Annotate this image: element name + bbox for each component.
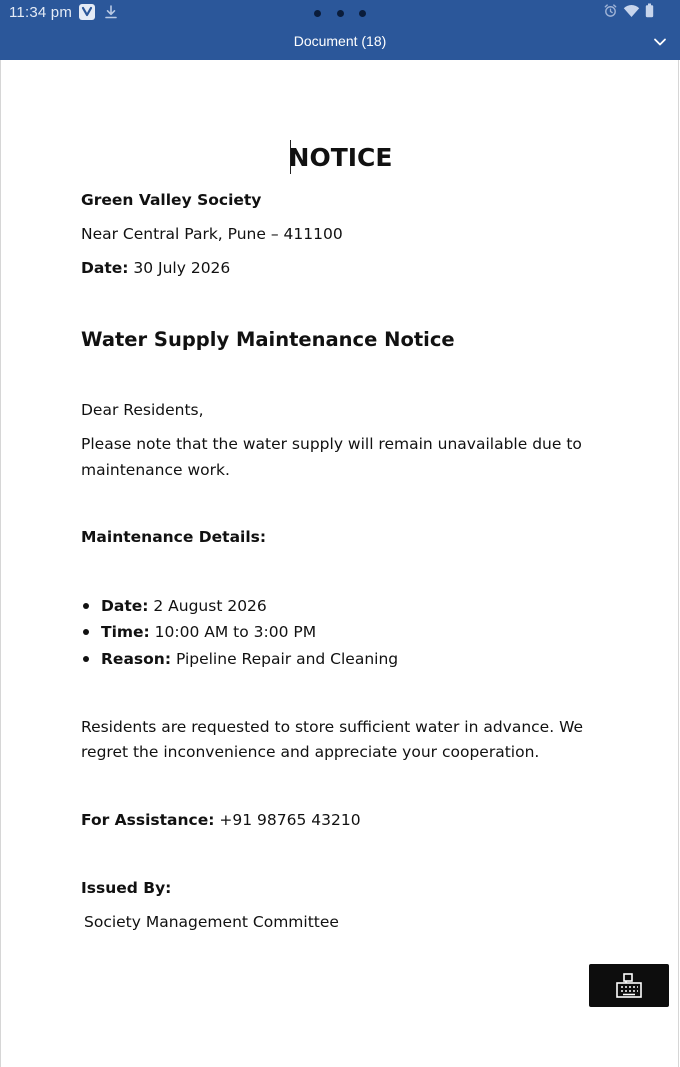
detail-item-time — [81, 622, 316, 642]
app-notification-icon — [79, 4, 95, 20]
detail-item-reason — [81, 649, 398, 669]
bullet-icon — [83, 603, 89, 609]
notice-date — [81, 258, 230, 278]
bullet-icon — [83, 656, 89, 662]
wifi-icon — [623, 4, 640, 23]
status-time: 11:34 pm — [9, 4, 73, 21]
document-page[interactable] — [0, 60, 679, 1067]
more-dots-icon[interactable] — [314, 6, 366, 20]
salutation: Dear Residents, — [81, 401, 204, 419]
detail-value: Pipeline Repair and Cleaning — [171, 650, 399, 668]
date-value: 30 July 2026 — [128, 259, 231, 277]
issued-by-value: Society Management Committee — [84, 913, 339, 931]
closing-line-2: regret the inconvenience and appreciate your cooperation. — [81, 743, 540, 761]
document-title[interactable]: Document (18) — [293, 33, 387, 49]
assistance-contact — [81, 810, 361, 830]
intro-line-2: maintenance work. — [81, 461, 230, 479]
date-label: Date: — [81, 259, 129, 277]
notice-subject: Water Supply Maintenance Notice — [81, 328, 455, 351]
detail-item-date — [81, 596, 267, 616]
app-bar — [0, 0, 680, 60]
detail-value: 10:00 AM to 3:00 PM — [149, 623, 317, 641]
society-name: Green Valley Society — [81, 191, 262, 209]
assistance-label: For Assistance: — [81, 811, 215, 829]
intro-line-1: Please note that the water supply will remain unavailable due to — [81, 435, 582, 453]
status-bar — [0, 0, 680, 26]
status-icons — [603, 5, 654, 21]
closing-line-1: Residents are requested to store sufficient water in advance. We — [81, 718, 584, 736]
notice-title: NOTICE — [288, 143, 393, 172]
bullet-icon — [83, 629, 89, 635]
keyboard-toggle-button[interactable] — [589, 964, 669, 1007]
detail-label: Date: — [101, 597, 149, 615]
keyboard-toggle-icon — [614, 972, 644, 1000]
download-icon — [103, 4, 119, 20]
detail-label: Time: — [101, 623, 150, 641]
battery-icon — [645, 3, 654, 23]
issued-by-label: Issued By: — [81, 879, 172, 897]
detail-label: Reason: — [101, 650, 172, 668]
chevron-down-icon[interactable] — [652, 35, 668, 49]
society-address: Near Central Park, Pune – 411100 — [81, 225, 343, 243]
assistance-phone: +91 98765 43210 — [214, 811, 361, 829]
detail-value: 2 August 2026 — [148, 597, 267, 615]
details-heading: Maintenance Details: — [81, 528, 267, 546]
alarm-icon — [603, 3, 618, 23]
